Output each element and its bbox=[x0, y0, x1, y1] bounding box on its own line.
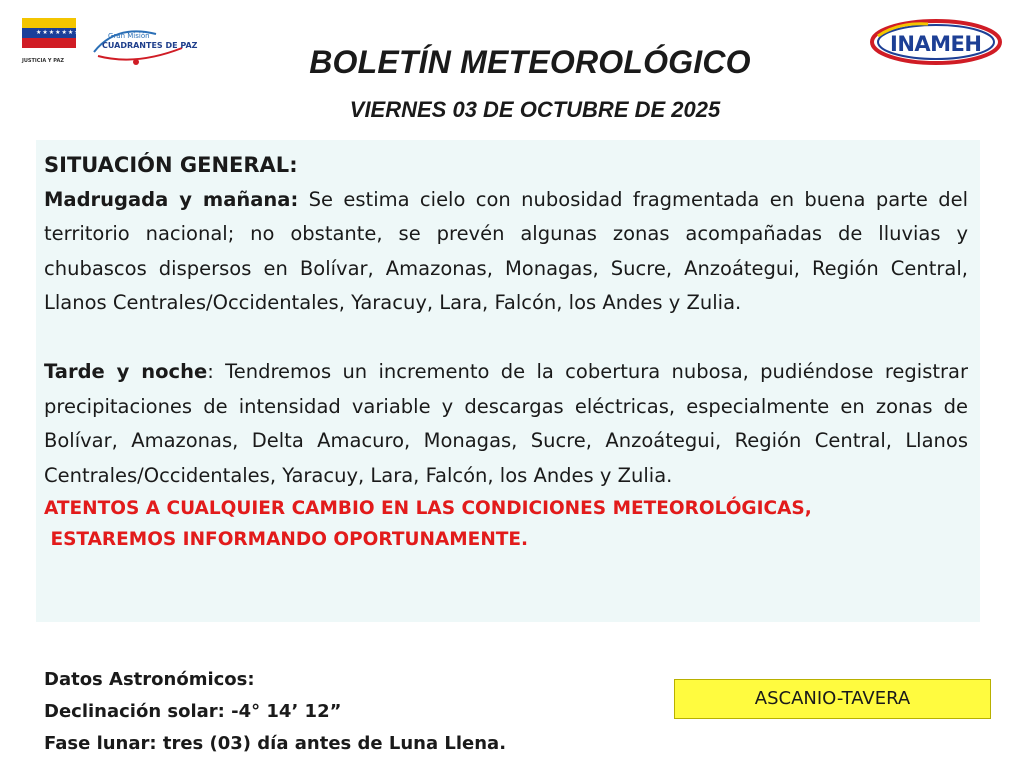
mision-line1: Gran Misión bbox=[108, 32, 150, 40]
alert-line-1: ATENTOS A CUALQUIER CAMBIO EN LAS CONDICIONES METEOROLÓGICAS, bbox=[44, 498, 812, 519]
evening-paragraph bbox=[44, 355, 968, 493]
general-situation-text bbox=[44, 148, 968, 555]
bulletin-date: VIERNES 03 DE OCTUBRE DE 2025 bbox=[349, 97, 721, 122]
astro-heading: Datos Astronómicos: bbox=[44, 669, 255, 690]
section-heading: SITUACIÓN GENERAL: bbox=[44, 153, 298, 177]
inameh-text: INAMEH bbox=[890, 32, 982, 56]
evening-label: Tarde y noche bbox=[44, 360, 208, 383]
author-badge: ASCANIO-TAVERA bbox=[674, 679, 991, 719]
moon-phase: Fase lunar: tres (03) día antes de Luna Llena. bbox=[44, 733, 507, 754]
alert-line-2: ESTAREMOS INFORMANDO OPORTUNAMENTE. bbox=[44, 529, 529, 550]
morning-label: Madrugada y mañana: bbox=[44, 187, 299, 211]
bulletin-title: BOLETÍN METEOROLÓGICO bbox=[309, 44, 751, 80]
flag-icon: ★★★★★★★★ bbox=[22, 18, 76, 48]
astronomical-data bbox=[44, 664, 506, 760]
evening-text: : Tendremos un incremento de la cobertura nubosa, pudiéndose registrar precipitaciones de intensidad variable y descargas eléctricas, especialmente en zonas de Bolívar, Amazonas, Delta Amacuro, Monagas, Sucre, Anzoátegui, Región Central, Llanos Centrales/Occidentales, Yaracuy, Lara, Falcón, los Andes y Zulia. bbox=[44, 360, 969, 487]
mision-line2: CUADRANTES DE PAZ bbox=[102, 41, 198, 50]
solar-declination: Declinación solar: -4° 14’ 12” bbox=[44, 701, 342, 722]
morning-paragraph bbox=[44, 183, 968, 321]
flag-caption: JUSTICIA Y PAZ bbox=[22, 58, 64, 64]
morning-text: Se estima cielo con nubosidad fragmentada en buena parte del territorio nacional; no obstante, se prevén algunas zonas acompañadas de lluvias y chubascos dispersos en Bolívar, Amazonas, Monagas, Sucre, Anzoátegui, Región Central, Llanos Centrales/Occidentales, Yaracuy, Lara, Falcón, los Andes y Zulia. bbox=[44, 187, 968, 314]
